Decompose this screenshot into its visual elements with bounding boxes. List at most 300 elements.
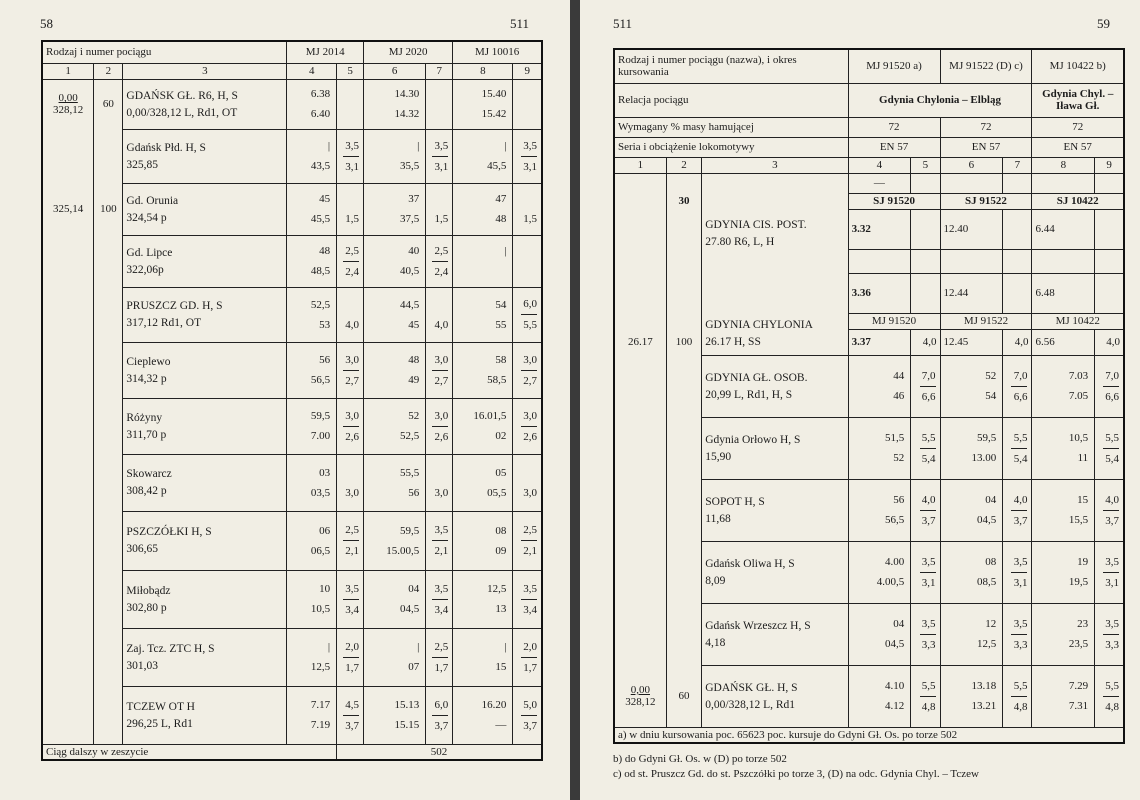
km-cell xyxy=(42,183,94,235)
time-col-6 xyxy=(364,454,426,511)
time-dep: 13.00 xyxy=(971,452,997,464)
time-arr: 16.20 xyxy=(481,699,507,711)
header-train-2: MJ 2020 xyxy=(364,41,453,63)
speed-cell xyxy=(94,454,123,511)
time-arr: | xyxy=(417,641,420,653)
station-cell xyxy=(123,628,287,686)
runtime-top: 3,5 xyxy=(432,579,448,600)
km-cell xyxy=(42,342,94,398)
time-col-4 xyxy=(287,183,337,235)
time-col-6 xyxy=(940,603,1003,665)
speed-cell xyxy=(94,287,123,342)
time-arr: | xyxy=(327,641,331,653)
km-cell xyxy=(614,479,666,541)
runtime-bottom: 3,7 xyxy=(345,719,360,732)
col-number: 2 xyxy=(94,63,123,79)
runtime-top: 3,5 xyxy=(1103,614,1119,635)
runtime-col-7 xyxy=(1003,603,1032,665)
km: 325,14 xyxy=(53,203,84,215)
time-arr: 04 xyxy=(408,583,420,595)
time-dep: 43,5 xyxy=(310,160,331,172)
col-number: 1 xyxy=(42,63,94,79)
note-a: a) w dniu kursowania poc. 65623 poc. kursuje do Gdyni Gł. Os. po torze 502 xyxy=(614,727,1124,743)
station-km: 15,90 xyxy=(705,450,732,463)
station-name: Gd. Orunia xyxy=(126,194,179,207)
runtime-top: 3,5 xyxy=(1011,552,1027,573)
chyl-arr-1: 3.36 xyxy=(848,273,911,313)
station-name: Miłobądz xyxy=(126,584,171,597)
relation: Gdynia Chylonia – Elbląg xyxy=(848,83,1032,117)
station-km: 11,68 xyxy=(705,512,731,525)
time-col-6 xyxy=(364,79,426,129)
time-arr: 13.18 xyxy=(971,680,997,692)
speed-cell xyxy=(94,342,123,398)
speed-cell xyxy=(666,355,702,417)
runtime-bottom: 2,6 xyxy=(434,430,449,443)
station-km: 324,54 p xyxy=(126,211,167,224)
speed-cell xyxy=(94,628,123,686)
header-train-1: MJ 2014 xyxy=(287,41,364,63)
runtime-bottom: 2,1 xyxy=(523,545,537,557)
runtime-bottom: 3,3 xyxy=(921,638,936,651)
runtime-bottom: 3,7 xyxy=(434,719,449,732)
runtime-bottom: 3,3 xyxy=(1105,638,1119,651)
km-cell xyxy=(42,398,94,454)
station-km: 314,32 p xyxy=(126,372,167,385)
runtime-col-9 xyxy=(513,454,542,511)
runtime-col-9 xyxy=(1095,417,1124,479)
time-arr: 59,5 xyxy=(976,432,997,444)
time-dep: 7.00 xyxy=(310,430,331,442)
station-name: SOPOT H, S xyxy=(705,495,765,508)
time-dep: 04,5 xyxy=(885,638,905,650)
time-dep: 15.00,5 xyxy=(386,544,420,557)
time-arr: 58 xyxy=(495,354,507,366)
chyl-run-2: 4,0 xyxy=(1003,329,1032,355)
runtime-top: 7,0 xyxy=(920,366,936,387)
station-km: 8,09 xyxy=(705,574,726,587)
station-km: 311,70 p xyxy=(126,428,167,441)
time-col-4 xyxy=(287,570,337,628)
time-col-6 xyxy=(364,628,426,686)
time-col-6 xyxy=(364,686,426,744)
km-cell xyxy=(42,511,94,570)
runtime-bottom: 4,8 xyxy=(1105,700,1119,713)
speed-cell xyxy=(94,511,123,570)
station-km: 301,03 xyxy=(126,659,159,672)
col-number: 9 xyxy=(1095,157,1124,173)
col-number: 7 xyxy=(426,63,453,79)
station-cell xyxy=(702,173,848,193)
time-dep: 03,5 xyxy=(310,486,331,499)
col-number: 1 xyxy=(614,157,666,173)
time-col-6 xyxy=(940,479,1003,541)
station-cell xyxy=(123,183,287,235)
time-dep: 23,5 xyxy=(1068,638,1089,650)
time-col-6 xyxy=(364,570,426,628)
runtime-col-5 xyxy=(337,511,364,570)
runtime-col-5 xyxy=(337,570,364,628)
col-number: 8 xyxy=(453,63,513,79)
time-arr: | xyxy=(504,641,507,653)
station-cell xyxy=(702,541,848,603)
time-dep: 09 xyxy=(495,544,507,557)
runtime-top: 3,5 xyxy=(920,552,936,573)
time-arr: 15.13 xyxy=(394,699,420,711)
runtime-bottom: 3,1 xyxy=(1105,576,1119,589)
page-number-ref-right: 511 xyxy=(613,16,633,31)
page-number-right: 59 xyxy=(1097,16,1110,31)
runtime-top: 3,5 xyxy=(1011,614,1027,635)
runtime-bottom: 6,6 xyxy=(921,390,936,403)
runtime-col-7 xyxy=(426,511,453,570)
time-col-6 xyxy=(940,355,1003,417)
runtime-bottom: 3,4 xyxy=(345,603,360,616)
runtime-col-9 xyxy=(513,79,542,129)
runtime-bottom: 4,8 xyxy=(1013,700,1028,713)
book-gutter xyxy=(570,0,580,800)
runtime-bottom: 3,1 xyxy=(921,576,936,589)
loco-1: EN 57 xyxy=(848,137,940,157)
speed-cell xyxy=(94,398,123,454)
time-col-8 xyxy=(1032,603,1095,665)
station-km: 26.17 H, SS xyxy=(705,336,761,349)
time-arr: | xyxy=(504,140,507,152)
time-arr: | xyxy=(417,140,420,152)
time-arr: 52 xyxy=(408,410,420,422)
runtime-top: 3,5 xyxy=(1103,552,1119,573)
speed-cell xyxy=(666,479,702,541)
station-cell xyxy=(702,417,848,479)
runtime-col-5 xyxy=(337,686,364,744)
time-col-4 xyxy=(848,417,911,479)
time-col-4 xyxy=(287,398,337,454)
runtime-bottom: 3,7 xyxy=(1013,514,1028,527)
station-cell xyxy=(123,686,287,744)
col-number: 7 xyxy=(1003,157,1032,173)
km: 0,00 xyxy=(58,92,78,105)
time-col-6 xyxy=(364,511,426,570)
runtime-top: 7,0 xyxy=(1011,366,1027,387)
time-dep: 05,5 xyxy=(487,486,507,499)
station-cell xyxy=(123,570,287,628)
time-dep: 06,5 xyxy=(310,544,331,557)
runtime-col-5 xyxy=(337,183,364,235)
km-cell xyxy=(42,287,94,342)
time-dep: 07 xyxy=(408,661,420,673)
runtime-col-5 xyxy=(337,129,364,183)
time-dep: 15.42 xyxy=(481,108,507,120)
runtime-col-5 xyxy=(337,235,364,287)
station-row xyxy=(42,235,542,287)
time-col-6 xyxy=(364,398,426,454)
station-row xyxy=(42,686,542,744)
time-col-6 xyxy=(940,417,1003,479)
runtime-col-9 xyxy=(1095,603,1124,665)
runtime-col-7 xyxy=(426,454,453,511)
runtime-bottom: 3,7 xyxy=(523,719,537,732)
time-col-8 xyxy=(453,398,513,454)
time-col-6 xyxy=(364,183,426,235)
runtime-bottom: 2,4 xyxy=(345,265,360,278)
station-km: 0,00/328,12 L, Rd1 xyxy=(705,698,796,711)
brake-label: Wymagany % masy hamującej xyxy=(614,117,848,137)
km: 26.17 xyxy=(614,329,666,355)
runtime-bottom: 5,4 xyxy=(1013,452,1028,465)
time-col-8 xyxy=(1032,417,1095,479)
runtime-col-7 xyxy=(426,570,453,628)
time-col-6 xyxy=(940,665,1003,727)
time-col-8 xyxy=(453,570,513,628)
header-train-type: Rodzaj i numer pociągu (nazwa), i okres kursowania xyxy=(614,49,848,83)
col-number: 3 xyxy=(702,157,848,173)
runtime-bottom: 4,0 xyxy=(434,318,449,331)
runtime-bottom: 3,3 xyxy=(1013,638,1028,651)
time-arr: 59,5 xyxy=(400,524,420,537)
time-col-8 xyxy=(453,511,513,570)
station-name: GDYNIA CIS. POST. xyxy=(705,218,807,231)
runtime-col-7 xyxy=(426,628,453,686)
runtime-top: 3,5 xyxy=(432,520,448,541)
station-name: Różyny xyxy=(126,411,163,424)
runtime-top: 3,5 xyxy=(343,136,359,157)
time-dep: 15,5 xyxy=(1068,514,1089,526)
time-dep: 54 xyxy=(985,390,997,402)
runtime-bottom xyxy=(340,104,359,124)
time-col-4 xyxy=(287,287,337,342)
runtime-col-7 xyxy=(1003,479,1032,541)
runtime-top: 6,0 xyxy=(432,695,448,716)
runtime-col-7 xyxy=(1003,541,1032,603)
time-col-4 xyxy=(848,479,911,541)
speed-cell xyxy=(94,570,123,628)
time-col-8 xyxy=(1032,479,1095,541)
station-row xyxy=(42,570,542,628)
continuation-label: Ciąg dalszy w zeszycie xyxy=(42,744,337,760)
col-number: 2 xyxy=(666,157,702,173)
header-train-2: MJ 91522 (D) c) xyxy=(940,49,1032,83)
runtime-col-9 xyxy=(1095,541,1124,603)
mj-2: MJ 91522 xyxy=(940,313,1032,329)
station-cell xyxy=(123,129,287,183)
loco-label: Seria i obciążenie lokomotywy xyxy=(614,137,848,157)
runtime-bottom: 1,5 xyxy=(523,213,537,225)
speed-cell: 30 xyxy=(666,193,702,209)
runtime-col-9 xyxy=(513,686,542,744)
time-col-4 xyxy=(287,79,337,129)
km-cell xyxy=(42,628,94,686)
time-arr: 06 xyxy=(319,524,331,537)
station-row xyxy=(42,342,542,398)
chyl-arr-3: 6.48 xyxy=(1032,273,1095,313)
time-arr: 56 xyxy=(893,494,905,506)
time-col-4 xyxy=(287,511,337,570)
station-name: PSZCZÓŁKI H, S xyxy=(126,526,212,538)
time-arr: | xyxy=(327,140,331,152)
station-name: PRUSZCZ GD. H, S xyxy=(126,300,223,312)
relation-3: Gdynia Chyl. – Iława Gł. xyxy=(1032,83,1124,117)
km-cell xyxy=(614,355,666,417)
km-cell xyxy=(42,235,94,287)
time-arr: | xyxy=(504,245,507,257)
time-col-6 xyxy=(940,541,1003,603)
km-cell xyxy=(42,686,94,744)
runtime-bottom: 2,4 xyxy=(434,265,449,278)
speed-cell xyxy=(666,417,702,479)
col-number: 9 xyxy=(513,63,542,79)
time-arr: 4.00 xyxy=(885,556,905,568)
runtime-bottom: 2,7 xyxy=(523,374,537,387)
note-c: c) od st. Pruszcz Gd. do st. Pszczółki po torze 3, (D) na odc. Gdynia Chyl. – Tczew xyxy=(613,768,979,780)
runtime-col-7 xyxy=(426,398,453,454)
runtime-col-9 xyxy=(1095,479,1124,541)
runtime-top: 5,5 xyxy=(920,428,936,449)
runtime-col-9 xyxy=(513,287,542,342)
sj-1: SJ 91520 xyxy=(848,193,940,209)
runtime-top: 2,5 xyxy=(343,520,359,541)
time-col-8 xyxy=(453,235,513,287)
brake-3: 72 xyxy=(1032,117,1124,137)
km-total: 328,12 xyxy=(53,104,84,117)
time-col-8 xyxy=(1032,541,1095,603)
time-arr: 54 xyxy=(495,298,507,311)
first-dash: — xyxy=(848,173,911,193)
time-arr: 12,5 xyxy=(487,583,507,595)
station-km: 302,80 p xyxy=(126,601,167,614)
time-dep: 56,5 xyxy=(310,374,331,386)
runtime-bottom: 2,1 xyxy=(345,545,360,557)
station-name: TCZEW OT H xyxy=(126,700,195,713)
station-cell xyxy=(123,398,287,454)
sj-2: SJ 91522 xyxy=(940,193,1032,209)
station-row xyxy=(614,479,1124,541)
time-col-4 xyxy=(287,454,337,511)
time-arr: 7.03 xyxy=(1068,370,1089,382)
runtime-bottom: 1,7 xyxy=(523,661,537,674)
km-cell xyxy=(614,603,666,665)
col-number: 6 xyxy=(364,63,426,79)
runtime-bottom: 1,5 xyxy=(345,213,360,225)
runtime-col-7 xyxy=(426,686,453,744)
station-km: 4,18 xyxy=(705,636,726,649)
runtime-bottom: 1,7 xyxy=(345,661,360,674)
runtime-top: 3,0 xyxy=(432,350,448,371)
time-dep: 48 xyxy=(495,213,507,225)
runtime-bottom: 3,7 xyxy=(921,514,936,527)
time-arr: 7.17 xyxy=(310,699,331,711)
col-number: 6 xyxy=(940,157,1003,173)
runtime-col-7 xyxy=(426,287,453,342)
station-cell xyxy=(702,665,848,727)
km-cell xyxy=(42,570,94,628)
note-b: b) do Gdyni Gł. Os. w (D) po torze 502 xyxy=(613,753,787,765)
time-arr: 12 xyxy=(985,618,997,630)
runtime-col-7 xyxy=(1003,355,1032,417)
station-name: Gdynia Orłowo H, S xyxy=(705,433,801,446)
km-cell xyxy=(614,417,666,479)
speed-cell: 60 xyxy=(666,665,702,727)
time-arr: 44,5 xyxy=(400,298,420,311)
time-arr: 23 xyxy=(1077,618,1089,630)
time-arr: 4.10 xyxy=(885,680,905,692)
runtime-col-7 xyxy=(426,235,453,287)
time-col-8 xyxy=(453,287,513,342)
time-dep: 11 xyxy=(1077,452,1089,464)
time-dep: 52,5 xyxy=(400,430,420,442)
runtime-bottom: 2,6 xyxy=(523,430,537,443)
brake-1: 72 xyxy=(848,117,940,137)
station-name: Gd. Lipce xyxy=(126,246,173,259)
runtime-top: 4,0 xyxy=(1011,490,1027,511)
time-dep: 02 xyxy=(495,430,507,442)
runtime-top: 4,0 xyxy=(1103,490,1119,511)
runtime-bottom: 5,5 xyxy=(523,319,537,331)
time-arr: 15.40 xyxy=(481,88,507,100)
time-arr: 48 xyxy=(408,354,420,366)
runtime-bottom: 2,6 xyxy=(345,430,360,443)
station-row xyxy=(42,183,542,235)
time-col-4 xyxy=(287,342,337,398)
speed-cell: 60 xyxy=(94,79,123,129)
station-cell xyxy=(123,287,287,342)
time-arr: 52,5 xyxy=(310,298,331,311)
time-dep: 40,5 xyxy=(400,265,420,277)
runtime-bottom: 3,0 xyxy=(434,486,449,499)
station-name: GDAŃSK GŁ. H, S xyxy=(705,681,798,694)
time-arr: 55,5 xyxy=(400,466,420,479)
time-arr: 59,5 xyxy=(310,410,331,422)
time-dep: 56,5 xyxy=(885,514,905,526)
col-number: 5 xyxy=(337,63,364,79)
time-dep: 14.32 xyxy=(394,108,420,120)
runtime-bottom: 2,7 xyxy=(434,374,449,387)
time-dep: 6.40 xyxy=(310,108,331,120)
chyl-dep-3: 6.56 xyxy=(1032,329,1095,355)
runtime-bottom: 6,6 xyxy=(1105,390,1119,403)
time-arr: 05 xyxy=(495,466,507,479)
station-cell xyxy=(702,479,848,541)
runtime-bottom: 1,7 xyxy=(434,661,449,674)
station-row xyxy=(614,541,1124,603)
km-cell xyxy=(614,173,666,193)
time-dep: 19,5 xyxy=(1068,576,1089,588)
station-km: 27.80 R6, L, H xyxy=(705,235,775,248)
chyl-run-1: 4,0 xyxy=(911,329,940,355)
km-cell xyxy=(42,79,94,129)
station-cell xyxy=(123,454,287,511)
station-name: Skowarcz xyxy=(126,468,172,480)
station-cell xyxy=(123,79,287,129)
runtime-col-5 xyxy=(911,665,940,727)
speed-cell xyxy=(94,686,123,744)
station-row xyxy=(42,287,542,342)
station-cell xyxy=(702,313,848,355)
station-km: 0,00/328,12 L, Rd1, OT xyxy=(126,106,238,119)
time-dep: 4.00,5 xyxy=(876,576,905,588)
origin-time-3: 6.44 xyxy=(1032,209,1095,249)
runtime-top: 2,5 xyxy=(432,637,448,658)
brake-2: 72 xyxy=(940,117,1032,137)
col-number: 3 xyxy=(123,63,287,79)
station-name: GDYNIA GŁ. OSOB. xyxy=(705,371,808,384)
station-name: GDAŃSK GŁ. R6, H, S xyxy=(126,89,238,102)
time-dep: 46 xyxy=(893,390,905,402)
km-cell xyxy=(614,541,666,603)
runtime-top: 5,0 xyxy=(521,695,537,716)
runtime-bottom xyxy=(516,261,537,281)
runtime-top: 3,0 xyxy=(432,406,448,427)
station-row xyxy=(614,603,1124,665)
